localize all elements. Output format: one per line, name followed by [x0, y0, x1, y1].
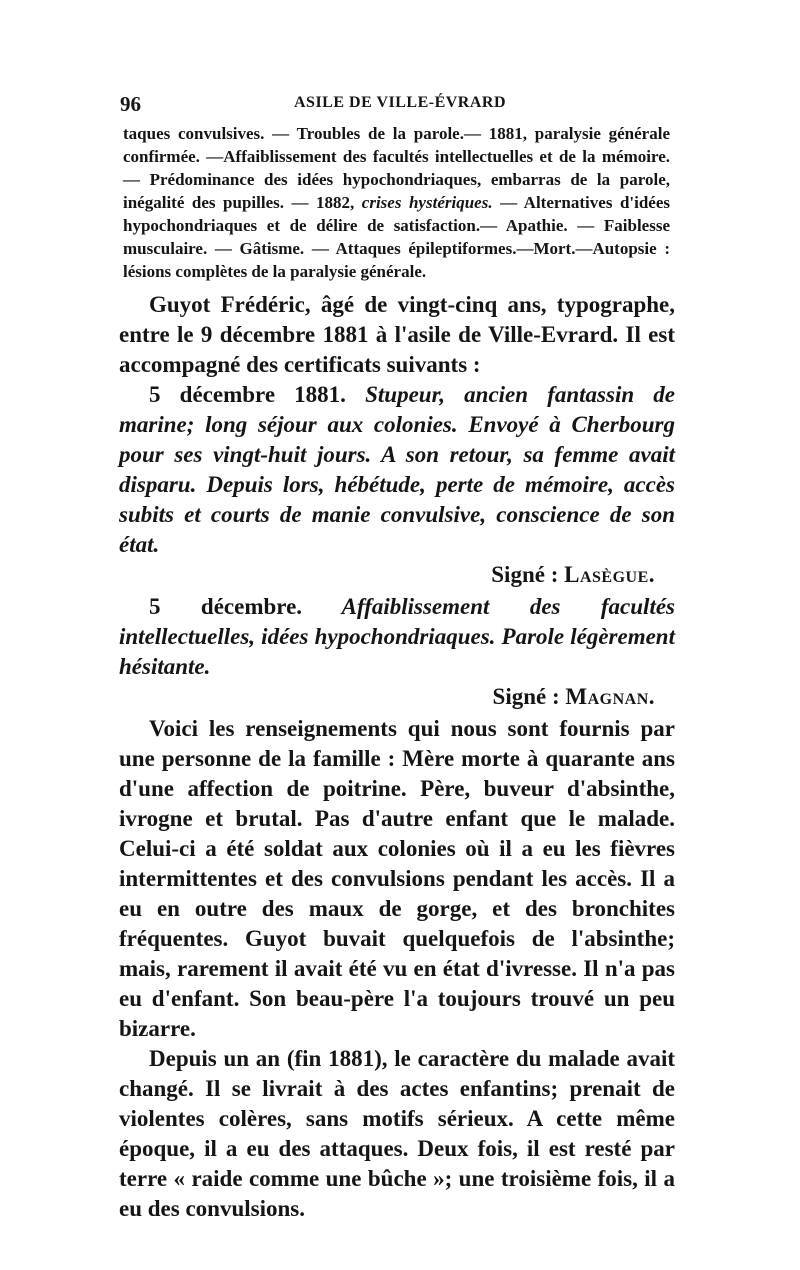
summary-part-1: taques convulsives. — Troubles de la parole.— 1881, paralysie générale confirmée. —Affaiblissement des facultés intellectuelles et de la mémoire.— Prédominance des idées hypochondriaques, embarras de la parole, inégalité des pupilles. — 1882,: [123, 124, 670, 212]
certificate-1-text: Stupeur, ancien fantassin de marine; long séjour aux colonies. Envoyé à Cherbourg pour ses vingt-huit jours. A son retour, sa femme avait disparu. Depuis lors, hébétude, perte de mémoire, accès subits et courts de manie convulsive, conscience de son état.: [119, 382, 675, 557]
running-head: [120, 92, 680, 114]
page-number: 96: [120, 92, 141, 116]
certificate-1-signature: [119, 560, 655, 590]
certificate-2: [119, 592, 675, 682]
body-text: [119, 290, 675, 1224]
intro-paragraph: Guyot Frédéric, âgé de vingt-cinq ans, typographe, entre le 9 décembre 1881 à l'asile de Ville-Evrard. Il est accompagné des certificats suivants :: [119, 292, 675, 377]
summary-part-3: — Alternatives d'idées hypochondriaques et de délire de satisfaction.— Apathie. — Faiblesse musculaire. — Gâtisme. — Attaques épileptiformes.—Mort.—Autopsie : lésions complètes de la paralysie générale.: [123, 193, 671, 281]
certificate-1-date: 5 décembre 1881.: [149, 382, 346, 407]
running-title: ASILE DE VILLE-ÉVRARD: [293, 94, 507, 111]
illness-course-paragraph: Depuis un an (fin 1881), le caractère du malade avait changé. Il se livrait à des actes enfantins; prenait de violentes colères, sans motifs sérieux. A cette même époque, il a eu des attaques. Deux fois, il est resté par terre « raide comme une bûche »; une troisième fois, il a eu des convulsions.: [119, 1046, 675, 1221]
certificate-2-date: 5 décembre.: [149, 594, 303, 619]
signer-name: Lasègue.: [564, 562, 655, 587]
family-history-paragraph: Voici les renseignements qui nous sont fournis par une personne de la famille : Mère morte à quarante ans d'une affection de poitrine. Père, buveur d'absinthe, ivrogne et brutal. Pas d'autre enfant que le malade. Celui-ci a été soldat aux colonies où il a eu les fièvres intermittentes et des convulsions pendant les accès. Il a eu en outre des maux de gorge, et des bronchites fréquentes. Guyot buvait quelquefois de l'absinthe; mais, rarement il avait été vu en état d'ivresse. Il n'a pas eu d'enfant. Son beau-père l'a toujours trouvé un peu bizarre.: [119, 716, 675, 1041]
certificate-2-text: Affaiblissement des facultés intellectuelles, idées hypochondriaques. Parole légèrement hésitante.: [119, 594, 675, 679]
signer-name: Magnan.: [565, 684, 655, 709]
case-summary: [123, 122, 670, 283]
signed-label: Signé :: [492, 684, 566, 709]
signed-label: Signé :: [491, 562, 565, 587]
summary-part-2: crises hystériques.: [361, 193, 493, 212]
certificate-1: [119, 380, 675, 560]
certificate-2-signature: [119, 682, 655, 712]
